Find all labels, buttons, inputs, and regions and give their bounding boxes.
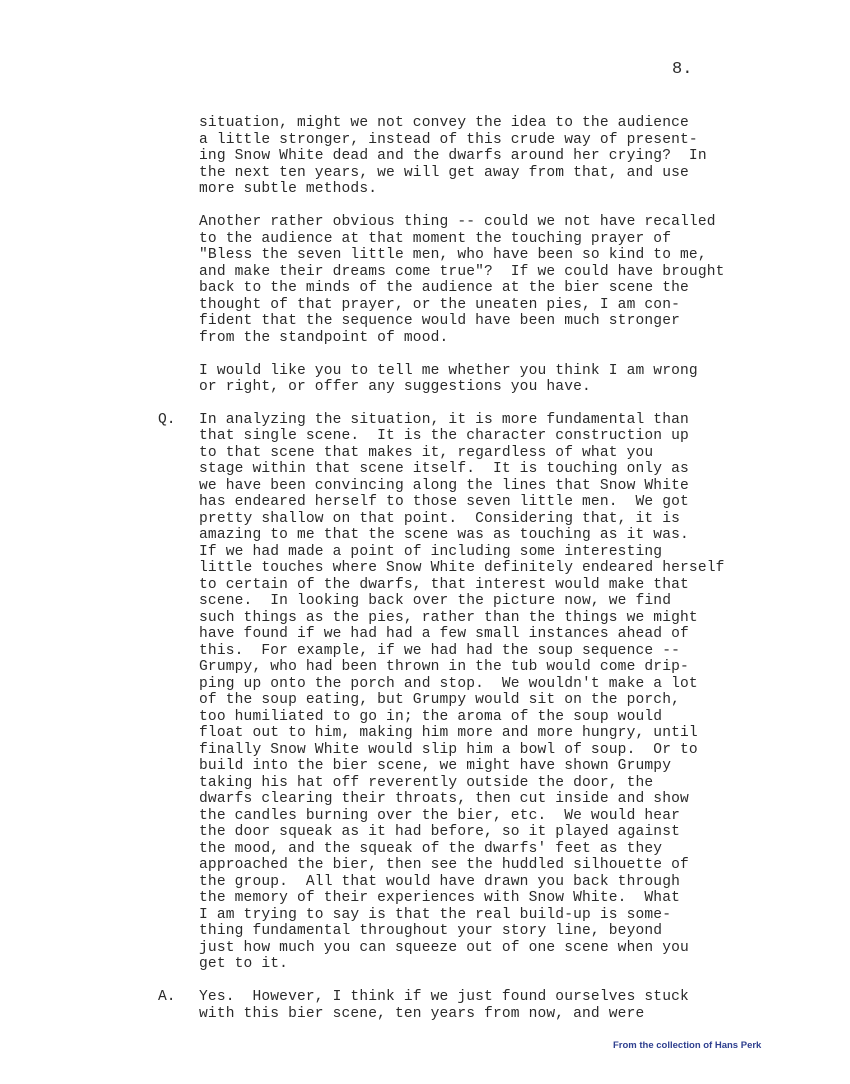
- text-line: the mood, and the squeak of the dwarfs' feet as they: [199, 841, 663, 857]
- text-line: approached the bier, then see the huddled silhouette of: [199, 857, 689, 873]
- text-line: Another rather obvious thing -- could we not have recalled: [199, 214, 716, 230]
- text-line: with this bier scene, ten years from now, and were: [199, 1006, 645, 1022]
- text-line: this. For example, if we had had the soup sequence --: [199, 643, 681, 659]
- text-line: just how much you can squeeze out of one scene when you: [199, 940, 689, 956]
- text-line: ing Snow White dead and the dwarfs around her crying? In: [199, 148, 707, 164]
- text-line: If we had made a point of including some interesting: [199, 544, 663, 560]
- text-line: thought of that prayer, or the uneaten pies, I am con-: [199, 297, 681, 313]
- text-line: the door squeak as it had before, so it played against: [199, 824, 681, 840]
- text-line: I would like you to tell me whether you think I am wrong: [199, 363, 698, 379]
- text-line: finally Snow White would slip him a bowl of soup. Or to: [199, 742, 698, 758]
- text-line: the next ten years, we will get away from that, and use: [199, 165, 689, 181]
- text-line: the candles burning over the bier, etc. We would hear: [199, 808, 681, 824]
- text-line: I am trying to say is that the real build-up is some-: [199, 907, 672, 923]
- text-line: scene. In looking back over the picture now, we find: [199, 593, 672, 609]
- text-line: to that scene that makes it, regardless of what you: [199, 445, 654, 461]
- text-line: to the audience at that moment the touching prayer of: [199, 231, 672, 247]
- text-line: from the standpoint of mood.: [199, 330, 449, 346]
- text-line: the memory of their experiences with Snow White. What: [199, 890, 681, 906]
- text-line: little touches where Snow White definitely endeared herself: [199, 560, 725, 576]
- text-line: ping up onto the porch and stop. We wouldn't make a lot: [199, 676, 698, 692]
- text-line: fident that the sequence would have been much stronger: [199, 313, 681, 329]
- text-line: float out to him, making him more and more hungry, until: [199, 725, 698, 741]
- text-line: that single scene. It is the character construction up: [199, 428, 689, 444]
- text-line: situation, might we not convey the idea to the audience: [199, 115, 689, 131]
- text-line: pretty shallow on that point. Considering that, it is: [199, 511, 681, 527]
- text-line: dwarfs clearing their throats, then cut inside and show: [199, 791, 689, 807]
- text-line: of the soup eating, but Grumpy would sit on the porch,: [199, 692, 681, 708]
- text-line: too humiliated to go in; the aroma of the soup would: [199, 709, 663, 725]
- text-line: and make their dreams come true"? If we could have brought: [199, 264, 725, 280]
- collection-credit: From the collection of Hans Perk: [613, 1040, 762, 1051]
- text-line: we have been convincing along the lines that Snow White: [199, 478, 689, 494]
- answer-marker: A.: [158, 989, 176, 1005]
- question-marker: Q.: [158, 412, 176, 428]
- text-line: a little stronger, instead of this crude way of present-: [199, 132, 698, 148]
- text-line: thing fundamental throughout your story line, beyond: [199, 923, 663, 939]
- text-line: get to it.: [199, 956, 289, 972]
- text-line: "Bless the seven little men, who have been so kind to me,: [199, 247, 707, 263]
- text-line: have found if we had had a few small instances ahead of: [199, 626, 689, 642]
- text-line: Yes. However, I think if we just found ourselves stuck: [199, 989, 689, 1005]
- text-line: taking his hat off reverently outside the door, the: [199, 775, 654, 791]
- text-line: or right, or offer any suggestions you have.: [199, 379, 591, 395]
- text-line: back to the minds of the audience at the bier scene the: [199, 280, 689, 296]
- page-number: 8.: [672, 60, 693, 79]
- text-line: the group. All that would have drawn you back through: [199, 874, 681, 890]
- text-line: In analyzing the situation, it is more fundamental than: [199, 412, 689, 428]
- text-line: to certain of the dwarfs, that interest would make that: [199, 577, 689, 593]
- text-line: amazing to me that the scene was as touching as it was.: [199, 527, 689, 543]
- text-line: build into the bier scene, we might have shown Grumpy: [199, 758, 672, 774]
- text-line: more subtle methods.: [199, 181, 378, 197]
- text-line: such things as the pies, rather than the things we might: [199, 610, 698, 626]
- text-line: stage within that scene itself. It is touching only as: [199, 461, 689, 477]
- text-line: Grumpy, who had been thrown in the tub would come drip-: [199, 659, 689, 675]
- text-line: has endeared herself to those seven little men. We got: [199, 494, 689, 510]
